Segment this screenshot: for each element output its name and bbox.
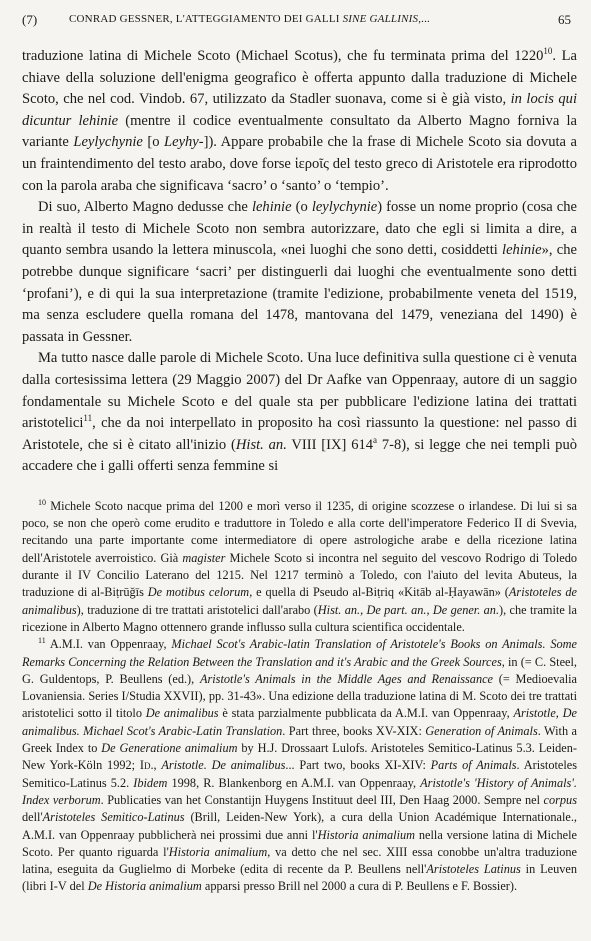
footnote-10: $^{10}$ Michele Scoto nacque prima del 1200 e morì verso il 1235, di origine scozzese o irlandese. Di lui si sa poco, se non che operò come erudito e traduttore in Toledo e alla corte dell'imperatore Federico II di Svevia, recitando una parte importante come intermediatore di opere astrologiche arabe e della ricezione latina dell'Aristotele averroistico. Già magister Michele Scoto si incontra nel seguito del vescovo Rodrigo di Toledo durante il IV Concilio Laterano del 1215. Nel 1217 terminò a Toledo, con l'aiuto del levita Abuteus, la traduzione di al-Biṭrūǧīs De motibus celorum, e quella di Pseudo al-Biṭriq «Kitāb al-Ḥayawān» (Aristoteles de animalibus), traduzione di tre trattati aristotelici dall'arabo (Hist. an., De part. an., De gener. an.), che tramite la ricezione in Alberto Magno ottennero grande influsso sulla cultura scientifica occidentale. <box>22 497 578 634</box>
running-title: CONRAD GESSNER, L'ATTEGGIAMENTO DEI GALLI SINE GALLINIS,... <box>69 13 431 25</box>
footnotes <box>22 498 577 896</box>
running-header <box>22 12 577 32</box>
footnote-ref-10[interactable]: 10 <box>543 46 553 56</box>
footnote-number: 10 <box>38 497 46 507</box>
footnote-number: 11 <box>38 636 46 646</box>
footnote-ref-11[interactable]: 11 <box>83 413 93 424</box>
paragraph-2: Di suo, Alberto Magno dedusse che lehinie (o leylychynie) fosse un nome proprio (cosa che in realtà il testo di Michele Scoto non sembra autorizzare, dato che egli si limita a dire, a quanto sembra usando la lettera minuscola, «nei luoghi che sono detti, cosiddetti lehinie», che potrebbe dunque significare ‘sacri’ per distinguerli dai luoghi che eventualmente sono detti ‘profani’), e di qui la sua interpretazione (tramite l'edizione, probabilmente veneta del 1519, ma senza escludere quella romana del 1478, mantovana del 1479, veneziana del 1490) è passata in Gessner. <box>22 199 577 345</box>
footnote-11: $^{11}$ A.M.I. van Oppenraay, Michael Scot's Arabic-latin Translation of Aristotele's Books on Animals. Some Remarks Concerning the Relation Between the Translation and it's Arabic and the Greek Sources, in (= C. Steel, G. Guldentops, P. Beullens (ed.), Aristotle's Animals in the Middle Ages and Renaissance (= Medioevalia Lovaniensia. Series I/Studia XXVII), pp. 31-43». Una edizione della traduzione latina di M. Scoto dei tre trattati aristotelici sotto il titolo De animalibus è stata parzialmente pubblicata da A.M.I. van Oppenraay, Aristotle, De animalibus. Michael Scot's Arabic-Latin Translation. Part three, books XV-XIX: Generation of Animals. With a Greek Index to De Generatione animalium by H.J. Drossaart Lulofs. Aristoteles Semitico-Latinus 5.3. Leiden-New York-Köln 1992; Id., Aristotle. De animalibus... Part two, books XI-XIV: Parts of Animals. Aristoteles Semitico-Latinus 5.2. Ibidem 1998, R. Blankenborg en A.M.I. van Oppenraay, Aristotle's 'History of Animals'. Index verborum. Publicaties van het Constantijn Huygens Instituut deel III, Den Haag 2000. Sempre nel corpus dell'Aristoteles Semitico-Latinus (Brill, Leiden-New York), a cura della Union Académique Internationale., A.M.I. van Oppenraay pubblicherà nei prossimi due anni l'Historia animalium nella versione latina di Michele Scoto. Per quanto riguarda l'Historia animalium, va detto che nel sec. XIII essa conobbe un'altra traduzione latina, eseguita da Guglielmo di Morbeke (edita di recente da P. Beullens nell'Aristoteles Latinus in Leuven (libri I-V del De Historia animalium apparsi presso Brill nel 2000 a cura di P. Beullens e F. Bossier). <box>22 636 578 894</box>
page-number: 65 <box>558 12 571 27</box>
paragraph-1: traduzione latina di Michele Scoto (Michael Scotus), che fu terminata prima del 1220$^{10}$. La chiave della soluzione dell'enigma geografico è offerta appunto dalla traduzione di Michele Scoto, che nel cod. Vindob. 67, utilizzato da Stadler suonava, come si è già visto, in locis qui dicuntur lehinie (mentre il codice eventualmente consultato da Alberto Magno forniva la variante Leylychynie [o Leyhy-]). Appare probabile che la frase di Michele Scoto sia dovuta a un fraintendimento del testo arabo, dove forse ἱεροῖς del testo greco di Aristotele era riprodotto con la parola araba che significava ‘sacro’ o ‘santo’ o ‘tempio’. <box>22 46 577 194</box>
main-text <box>22 46 577 478</box>
paragraph-3: Ma tutto nasce dalle parole di Michele Scoto. Una luce definitiva sulla questione ci è venuta dalla cortesissima lettera (29 Maggio 2007) del Dr Aafke van Oppenraay, autore di un saggio fondamentale su Michele Scoto e del quale sta per pubblicare l'edizione latina dei trattati aristotelici$^{11}$, che da noi interpellato in proposito ha così riassunto la questione: nel passo di Aristotele, che si è citato all'inizio (Hist. an. VIII [IX] 614$^a$ 7-8), si legge che nei templi può accadere che i galli offerti senza femmine si <box>22 350 577 475</box>
chapter-number: (7) <box>22 12 38 27</box>
